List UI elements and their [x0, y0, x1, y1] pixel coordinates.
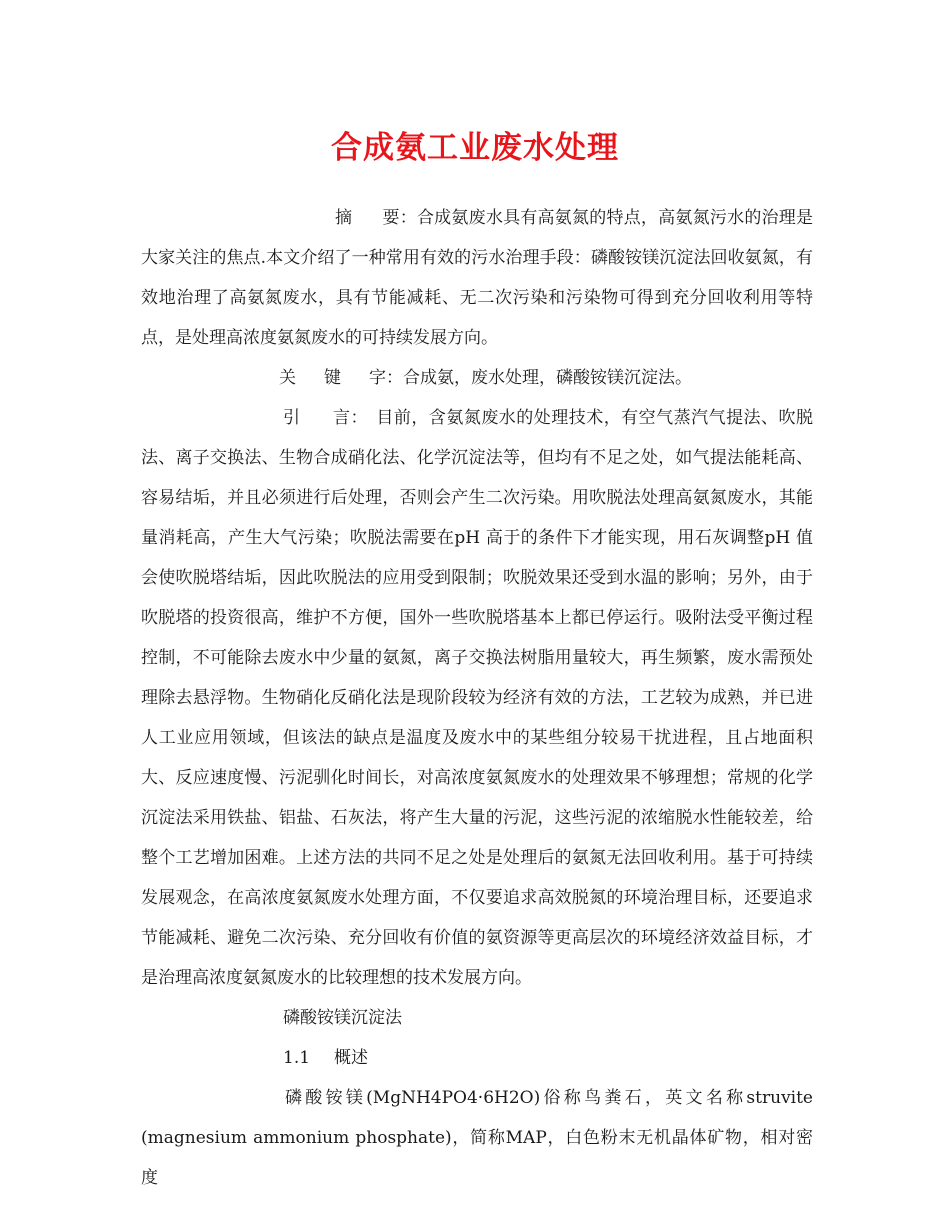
subsection-number: 1.1: [283, 1048, 311, 1068]
introduction-label-b: 言：: [332, 408, 368, 428]
document-body: [141, 198, 813, 1198]
keywords-paragraph: [141, 358, 813, 398]
abstract-text: 合成氨废水具有高氨氮的特点，高氨氮污水的治理是大家关注的焦点.本文介绍了一种常用有效的污水治理手段：磷酸铵镁沉淀法回收氨氮，有效地治理了高氨氮废水，具有节能减耗、无二次污染和污染物可得到充分回收利用等特点，是处理高浓度氨氮废水的可持续发展方向。: [141, 208, 814, 348]
document-title: 合成氨工业废水处理: [331, 130, 619, 166]
keywords-text: 合成氨，废水处理，磷酸铵镁沉淀法。: [403, 368, 692, 388]
introduction-paragraph: [141, 398, 813, 998]
keywords-label-c: 字：: [369, 368, 403, 388]
section-heading: 磷酸铵镁沉淀法: [283, 1008, 402, 1028]
keywords-label-a: 关: [279, 368, 296, 388]
subsection-title: 概述: [334, 1048, 369, 1068]
abstract-label-b: 要：: [382, 208, 417, 228]
introduction-text: 目前，含氨氮废水的处理技术，有空气蒸汽气提法、吹脱法、离子交换法、生物合成硝化法、化学沉淀法等，但均有不足之处，如气提法能耗高、容易结垢，并且必须进行后处理，否则会产生二次污染。用吹脱法处理高氨氮废水，其能量消耗高，产生大气污染；吹脱法需要在pH 高于的条件下才能实现，用石灰调整pH 值会使吹脱塔结垢，因此吹脱法的应用受到限制；吹脱效果还受到水温的影响；另外，由于吹脱塔的投资很高，维护不方便，国外一些吹脱塔基本上都已停运行。吸附法受平衡过程控制，不可能除去废水中少量的氨氮，离子交换法树脂用量较大，再生频繁，废水需预处理除去悬浮物。生物硝化反硝化法是现阶段较为经济有效的方法，工艺较为成熟，并已进人工业应用领域，但该法的缺点是温度及废水中的某些组分较易干扰进程，且占地面积大、反应速度慢、污泥驯化时间长，对高浓度氨氮废水的处理效果不够理想；常规的化学沉淀法采用铁盐、铝盐、石灰法，将产生大量的污泥，这些污泥的浓缩脱水性能较差，给整个工艺增加困难。上述方法的共同不足之处是处理后的氨氮无法回收利用。基于可持续发展观念，在高浓度氨氮废水处理方面，不仅要追求高效脱氮的环境治理目标，还要追求节能减耗、避免二次污染、充分回收有价值的氨资源等更高层次的环境经济效益目标，才是治理高浓度氨氮废水的比较理想的技术发展方向。: [141, 408, 814, 988]
abstract-label-a: 摘: [335, 208, 353, 228]
struvite-paragraph: 磷酸铵镁(MgNH4PO4·6H2O)俗称鸟粪石，英文名称struvite (magnesium ammonium phosphate)，简称MAP，白色粉末无机晶体矿物，相对密度: [141, 1088, 813, 1188]
subsection-heading: [141, 1038, 813, 1078]
keywords-label-b: 键: [324, 368, 341, 388]
introduction-label-a: 引: [283, 408, 301, 428]
abstract-paragraph: [141, 198, 813, 358]
